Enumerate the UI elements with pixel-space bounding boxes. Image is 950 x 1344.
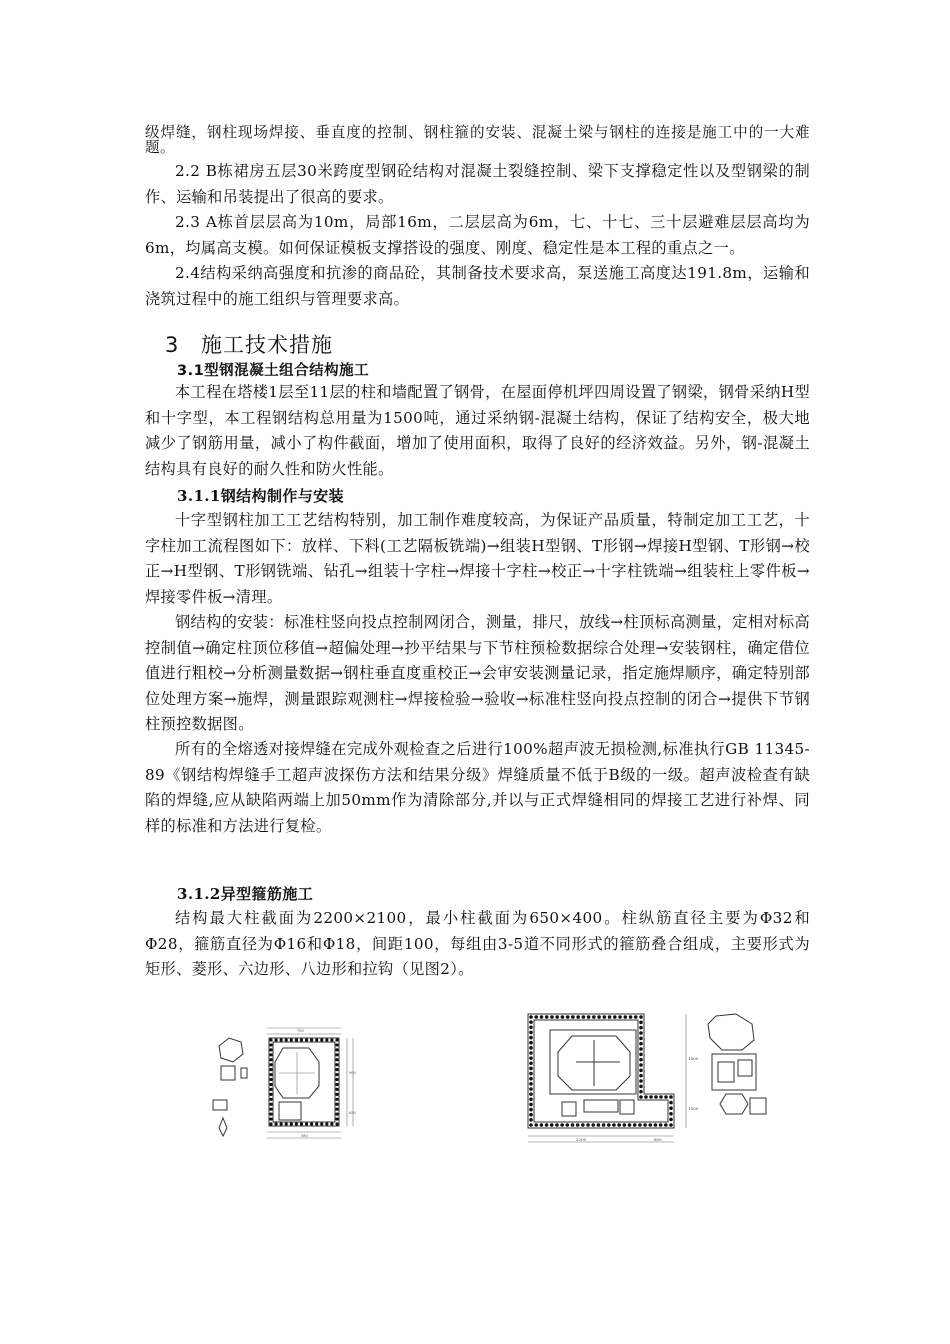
rebar-dot xyxy=(555,1123,559,1127)
dim-label-top: 750 xyxy=(297,1029,304,1033)
rebar-dot xyxy=(634,1015,638,1019)
rebar-dot xyxy=(269,1063,272,1066)
rebar-dot xyxy=(335,1068,338,1071)
rebar-dot xyxy=(269,1073,272,1076)
rebar-dot xyxy=(529,1077,533,1081)
subsection-heading-3-1-1: 3.1.1钢结构制作与安装 xyxy=(177,487,344,505)
dim-label-bottom: 580 xyxy=(301,1134,308,1138)
rebar-dot xyxy=(335,1078,338,1081)
paragraph-ultrasonic: 所有的全熔透对接焊缝在完成外观检查之后进行100%超声波无损检测,标准执行GB 11345-89《钢结构焊缝手工超声波探伤方法和结果分级》焊缝质量不低于B级的一级。超声波检查有缺陷的焊缝,应从缺陷两端上加50mm作为清除部分,并以与正式焊缝相同的焊接工艺进行补焊、同样的标准和方法进行复检。 xyxy=(145,740,810,835)
rebar-dot xyxy=(285,1038,288,1041)
rebar-dot xyxy=(639,1021,643,1025)
rebar-dot xyxy=(280,1038,283,1041)
rebar-dot xyxy=(269,1122,272,1125)
section-title: 施工技术措施 xyxy=(201,333,333,357)
rebar-dot xyxy=(581,1123,585,1127)
rebar-dot xyxy=(586,1123,590,1127)
rebar-dot xyxy=(587,1015,591,1019)
rebar-dot xyxy=(529,1097,533,1101)
hexagon-stirrup-detail xyxy=(219,1038,243,1062)
rebar-dot xyxy=(269,1083,272,1086)
rebar-dot xyxy=(529,1082,533,1086)
rebar-dot xyxy=(603,1015,607,1019)
rebar-dot xyxy=(529,1015,533,1019)
rebar-dot xyxy=(325,1122,328,1125)
rebar-dot xyxy=(325,1038,328,1041)
rebar-dot xyxy=(644,1095,648,1099)
rebar-dot xyxy=(639,1053,643,1057)
rebar-dot xyxy=(597,1015,601,1019)
rebar-dot xyxy=(571,1123,575,1127)
rebar-dot xyxy=(659,1095,663,1099)
rebar-dot xyxy=(639,1095,643,1099)
rebar-dot xyxy=(529,1036,533,1040)
dim-label-right-lower: 650 xyxy=(349,1111,356,1115)
paragraph-2-2: 2.2 B栋裙房五层30米跨度型钢砼结构对混凝土裂缝控制、梁下支撑稳定性以及型钢梁的制作、运输和吊装提出了很高的要求。 xyxy=(145,162,810,206)
rebar-dot xyxy=(639,1026,643,1030)
section-heading-3 xyxy=(165,329,333,359)
stirrup-rect xyxy=(273,1042,335,1122)
rebar-dot xyxy=(529,1056,533,1060)
rebar-dot xyxy=(310,1122,313,1125)
rebar-dot xyxy=(269,1088,272,1091)
rebar-dot xyxy=(669,1106,673,1110)
rebar-dot xyxy=(315,1038,318,1041)
stirrup-figure-right xyxy=(520,1010,775,1152)
rebar-dot xyxy=(613,1015,617,1019)
rebar-dot xyxy=(617,1123,621,1127)
rebar-dot xyxy=(290,1038,293,1041)
rebar-dot xyxy=(269,1043,272,1046)
rebar-dot xyxy=(664,1095,668,1099)
rebar-dot xyxy=(561,1015,565,1019)
paragraph-weld-difficulty: 级焊缝，钢柱现场焊接、垂直度的控制、钢柱箍的安装、混凝土梁与钢柱的连接是施工中的一大难题。 xyxy=(145,124,810,156)
rebar-dot xyxy=(669,1118,673,1122)
rebar-dot xyxy=(639,1058,643,1062)
rebar-dot xyxy=(529,1113,533,1117)
rebar-dot xyxy=(529,1108,533,1112)
rebar-dot xyxy=(285,1122,288,1125)
rebar-dot xyxy=(566,1015,570,1019)
rebar-dot xyxy=(330,1038,333,1041)
rebar-dot xyxy=(534,1123,538,1127)
rebar-dot xyxy=(529,1046,533,1050)
rebar-dot xyxy=(628,1123,632,1127)
rebar-dot xyxy=(330,1122,333,1125)
rebar-dot xyxy=(269,1117,272,1120)
rebar-dot xyxy=(335,1073,338,1076)
rebar-dot xyxy=(335,1088,338,1091)
rebar-dot xyxy=(639,1085,643,1089)
rebar-dot xyxy=(300,1122,303,1125)
rebar-dot xyxy=(335,1117,338,1120)
rebar-dot xyxy=(639,1015,643,1019)
rebar-dot xyxy=(269,1058,272,1061)
paragraph-cross-column: 十字型钢柱加工工艺结构特别，加工制作难度较高，为保证产品质量，特制定加工工艺，十字柱加工流程图如下：放样、下料(工艺隔板铣端)→组装H型钢、T形钢→焊接H型钢、T形钢→校正→H型钢、T形钢铣端、钻孔→组装十字柱→焊接十字柱→校正→十字柱铣端→组装柱上零件板→焊接零件板→清理。 xyxy=(145,511,810,606)
rebar-dot xyxy=(529,1087,533,1091)
rebar-dot xyxy=(335,1048,338,1051)
rebar-dot xyxy=(607,1123,611,1127)
rebar-dot xyxy=(320,1038,323,1041)
rebar-dot xyxy=(335,1063,338,1066)
rebar-dot xyxy=(576,1123,580,1127)
rebar-dot xyxy=(280,1122,283,1125)
dim-label-right: 900 xyxy=(349,1071,356,1075)
rebar-dot xyxy=(654,1095,658,1099)
rebar-dot xyxy=(320,1122,323,1125)
rebar-dot xyxy=(618,1015,622,1019)
rebar-dots-right xyxy=(529,1015,673,1127)
paragraph-stirrups: 结构最大柱截面为2200×2100，最小柱截面为650×400。柱纵筋直径主要为Φ32和Φ28，箍筋直径为Φ16和Φ18，间距100，每组由3-5道不同形式的箍筋叠合组成，主要形式为矩形、菱形、六边形、八边形和拉钩（见图2）。 xyxy=(145,909,810,978)
rebar-dot xyxy=(545,1123,549,1127)
rebar-dot xyxy=(529,1020,533,1024)
rebar-dot xyxy=(669,1095,673,1099)
rebar-dot xyxy=(639,1074,643,1078)
rebar-dot xyxy=(612,1123,616,1127)
stirrup-small-rect xyxy=(279,1102,301,1120)
rebar-dot xyxy=(529,1123,533,1127)
rebar-dot xyxy=(639,1063,643,1067)
rebar-dot xyxy=(643,1123,647,1127)
diamond-stirrup-detail xyxy=(219,1118,227,1136)
subsection-heading-3-1-2: 3.1.2异型箍筋施工 xyxy=(177,885,314,903)
rebar-dot xyxy=(550,1015,554,1019)
tie-detail xyxy=(213,1100,227,1110)
rebar-dot xyxy=(633,1123,637,1127)
rebar-dot xyxy=(335,1038,338,1041)
rebar-dot xyxy=(534,1015,538,1019)
rebar-dot xyxy=(529,1092,533,1096)
rebar-dot xyxy=(639,1037,643,1041)
rebar-dot xyxy=(623,1123,627,1127)
rebar-dot xyxy=(592,1015,596,1019)
rebar-dot xyxy=(529,1067,533,1071)
rebar-dot xyxy=(269,1113,272,1116)
stirrup-figure-left xyxy=(205,1024,365,1142)
paragraph-2-4: 2.4结构采纳高强度和抗渗的商品砼，其制备技术要求高，泵送施工高度达191.8m，运输和浇筑过程中的施工组织与管理要求高。 xyxy=(145,264,810,308)
rebar-dot xyxy=(335,1093,338,1096)
rebar-dot xyxy=(269,1048,272,1051)
rebar-dot xyxy=(269,1103,272,1106)
rebar-dot xyxy=(540,1015,544,1019)
rebar-dot xyxy=(565,1123,569,1127)
rebar-dot xyxy=(269,1053,272,1056)
rebar-dot xyxy=(335,1043,338,1046)
rebar-dot xyxy=(639,1079,643,1083)
dim-label-side-lower: 1500 xyxy=(688,1106,699,1111)
rebar-dot xyxy=(290,1122,293,1125)
paragraph-installation: 钢结构的安装：标准柱竖向投点控制网闭合，测量，排尺，放线→柱顶标高测量，定相对标高控制值→确定柱顶位移值→超偏处理→抄平结果与下节柱预检数据综合处理→安装钢柱，确定借位值进行粗校→分析测量数据→钢柱垂直度重校正→会审安装测量记录，指定施焊顺序，确定特别部位处理方案→施焊，测量跟踪观测柱→焊接检验→验收→标准柱竖向投点控制的闭合→提供下节钢柱预控数据图。 xyxy=(145,613,810,733)
rebar-dot xyxy=(269,1078,272,1081)
rebar-dot xyxy=(529,1025,533,1029)
rebar-dot xyxy=(649,1095,653,1099)
section-number: 3 xyxy=(165,333,180,357)
subsection-heading-3-1: 3.1型钢混凝土组合结构施工 xyxy=(177,363,370,379)
rebar-dot xyxy=(560,1123,564,1127)
rebar-dot xyxy=(274,1122,277,1125)
rebar-dot xyxy=(305,1038,308,1041)
rebar-dot xyxy=(669,1112,673,1116)
rebar-dot xyxy=(669,1101,673,1105)
rebar-dot xyxy=(269,1108,272,1111)
paragraph-2-3: 2.3 A栋首层层高为10m，局部16m，二层层高为6m，七、十七、三十层避难层层高均为6m，均属高支模。如何保证模板支撑搭设的强度、刚度、稳定性是本工程的重点之一。 xyxy=(145,213,810,257)
rebar-dot xyxy=(269,1068,272,1071)
rebar-dot xyxy=(529,1041,533,1045)
dim-label-bottom-right: 2200 xyxy=(576,1137,587,1142)
rebar-dot xyxy=(608,1015,612,1019)
rebar-dot xyxy=(335,1108,338,1111)
rebar-dot xyxy=(300,1038,303,1041)
rebar-dot xyxy=(529,1051,533,1055)
rebar-dots-left xyxy=(269,1038,338,1125)
rebar-dot xyxy=(269,1093,272,1096)
rect-stirrup-detail xyxy=(221,1066,235,1080)
rebar-dot xyxy=(664,1123,668,1127)
rebar-dot xyxy=(639,1047,643,1051)
rebar-dot xyxy=(648,1123,652,1127)
rebar-dot xyxy=(639,1042,643,1046)
rebar-dot xyxy=(529,1118,533,1122)
rebar-dot xyxy=(654,1123,658,1127)
rebar-dot xyxy=(597,1123,601,1127)
rebar-dot xyxy=(629,1015,633,1019)
rebar-dot xyxy=(335,1103,338,1106)
rebar-dot xyxy=(669,1123,673,1127)
rebar-dot xyxy=(529,1103,533,1107)
rebar-dot xyxy=(335,1058,338,1061)
rebar-dot xyxy=(602,1123,606,1127)
rebar-dot xyxy=(540,1123,544,1127)
rebar-dot xyxy=(335,1098,338,1101)
rebar-dot xyxy=(639,1090,643,1094)
rebar-dot xyxy=(335,1122,338,1125)
large-column-inner xyxy=(534,1020,668,1122)
rebar-dot xyxy=(269,1098,272,1101)
hexagon-stirrup-detail-right xyxy=(720,1094,748,1114)
dim-label-side-upper: 1400 xyxy=(688,1056,699,1061)
rebar-dot xyxy=(545,1015,549,1019)
rebar-dot xyxy=(639,1031,643,1035)
rebar-dot xyxy=(591,1123,595,1127)
rebar-dot xyxy=(305,1122,308,1125)
rebar-dot xyxy=(576,1015,580,1019)
rebar-dot xyxy=(623,1015,627,1019)
rebar-dot xyxy=(529,1031,533,1035)
octagon-stirrup-detail xyxy=(708,1014,754,1050)
rebar-dot xyxy=(550,1123,554,1127)
rebar-dot xyxy=(335,1113,338,1116)
rebar-dot xyxy=(310,1038,313,1041)
rebar-dot xyxy=(571,1015,575,1019)
rebar-dot xyxy=(659,1123,663,1127)
rebar-dot xyxy=(529,1072,533,1076)
rebar-dot xyxy=(529,1061,533,1065)
rebar-dot xyxy=(582,1015,586,1019)
rebar-dot xyxy=(638,1123,642,1127)
dim-label-bottom-right-small: 600 xyxy=(654,1137,662,1142)
rebar-dot xyxy=(335,1083,338,1086)
rebar-dot xyxy=(335,1053,338,1056)
dimension-lines-right xyxy=(528,1014,699,1142)
rebar-dot xyxy=(295,1122,298,1125)
paragraph-steel-composite: 本工程在塔楼1层至11层的柱和墙配置了钢骨，在屋面停机坪四周设置了钢梁，钢骨采纳H型和十字型，本工程钢结构总用量为1500吨，通过采纳钢-混凝土结构，保证了结构安全，极大地减少了钢筋用量，减小了构件截面，增加了使用面积，取得了良好的经济效益。另外，钢-混凝土结构具有良好的耐久性和防火性能。 xyxy=(145,383,810,478)
rebar-dot xyxy=(274,1038,277,1041)
rebar-dot xyxy=(269,1038,272,1041)
rebar-dot xyxy=(555,1015,559,1019)
rebar-dot xyxy=(315,1122,318,1125)
small-stirrup xyxy=(584,1100,618,1112)
rebar-dot xyxy=(295,1038,298,1041)
rebar-dot xyxy=(639,1069,643,1073)
